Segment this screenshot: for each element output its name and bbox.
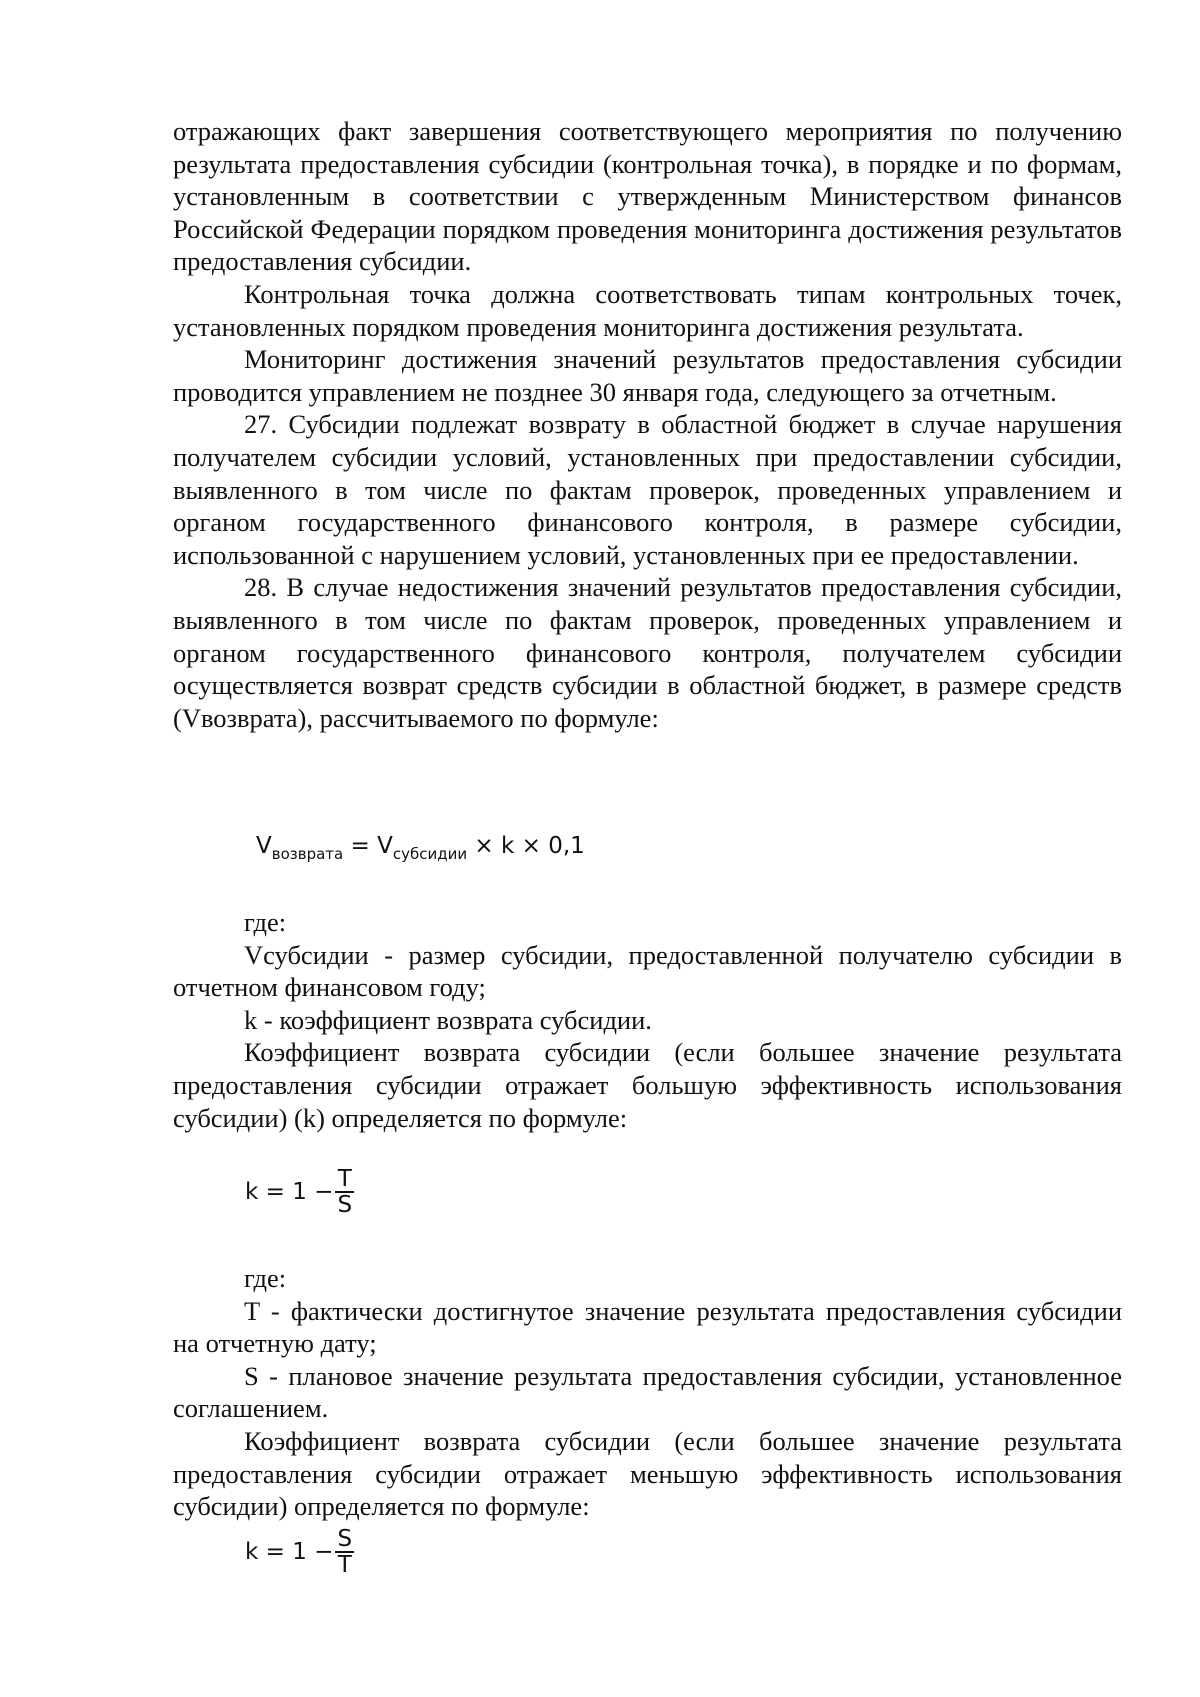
formula1-rhs-tail: × k × 0,1 [467, 833, 585, 859]
definition-t: T - фактически достигнутое значение результата предоставления субсидии на отчетную дату; [173, 1295, 1122, 1359]
paragraph-coef-more: Коэффициент возврата субсидии (если большее значение результата предоставления субсидии отражает большую эффективность использования субсидии) (k) определяется по формуле: [173, 1037, 1122, 1133]
text-block-bottom [173, 1262, 1122, 1523]
formula3-denominator: T [337, 1552, 352, 1578]
paragraph-monitoring: Мониторинг достижения значений результатов предоставления субсидии проводится управлением не позднее 30 января года, следующего за отчетным. [173, 344, 1122, 407]
where-label-1: где: [244, 907, 287, 937]
formula1-rhs-base: V [377, 833, 393, 859]
formula3-fraction [335, 1527, 354, 1577]
formula2-fraction [335, 1167, 354, 1217]
paragraph-27: 27. Субсидии подлежат возврату в областной бюджет в случае нарушения получателем субсидии условий, установленных при предоставлении субсидии, выявленного в том числе по фактам проверок, проведенных управлением и органом государственного финансового контроля, в размере субсидии, использованной с нарушением условий, установленных при ее предоставлении. [173, 409, 1122, 570]
formula2-denominator: S [337, 1192, 353, 1218]
formula-coef-less [245, 1527, 354, 1577]
formula1-eq: = [343, 833, 378, 859]
formula1-lhs-sub: возврата [271, 845, 344, 863]
formula-return-amount [256, 833, 585, 863]
formula1-rhs-sub: субсидии [392, 845, 468, 863]
formula-coef-more [245, 1167, 354, 1217]
formula2-numerator: T [335, 1167, 354, 1193]
text-block-top [173, 115, 1122, 734]
paragraph-coef-less: Коэффициент возврата субсидии (если большее значение результата предоставления субсидии отражает меньшую эффективность использования субсидии) определяется по формуле: [173, 1425, 1122, 1522]
text-block-middle [173, 906, 1122, 1134]
definition-s: S - плановое значение результата предоставления субсидии, установленное соглашением. [173, 1360, 1122, 1424]
paragraph-intro: отражающих факт завершения соответствующего мероприятия по получению результата предоставления субсидии (контрольная точка), в порядке и по формам, установленным в соответствии с утвержденным Министерством финансов Российской Федерации порядком проведения мониторинга достижения результатов предоставления субсидии. [173, 116, 1122, 277]
formula3-numerator: S [337, 1526, 353, 1552]
definition-vsub: Vсубсидии - размер субсидии, предоставленной получателю субсидии в отчетном финансовом году; [173, 939, 1122, 1003]
formula2-lhs: k = 1 − [245, 1179, 334, 1205]
formula1-lhs-base: V [256, 833, 272, 859]
formula3-lhs: k = 1 − [245, 1539, 334, 1565]
paragraph-28: 28. В случае недостижения значений результатов предоставления субсидии, выявленного в том числе по фактам проверок, проведенных управлением и органом государственного финансового контроля, получателем субсидии осуществляется возврат средств субсидии в областной бюджет, в размере средств (Vвозврата), рассчитываемого по формуле: [173, 572, 1122, 733]
paragraph-control-point: Контрольная точка должна соответствовать типам контрольных точек, установленных порядком проведения мониторинга достижения результата. [173, 278, 1122, 342]
definition-k: k - коэффициент возврата субсидии. [244, 1004, 652, 1035]
where-label-2: где: [244, 1263, 287, 1293]
